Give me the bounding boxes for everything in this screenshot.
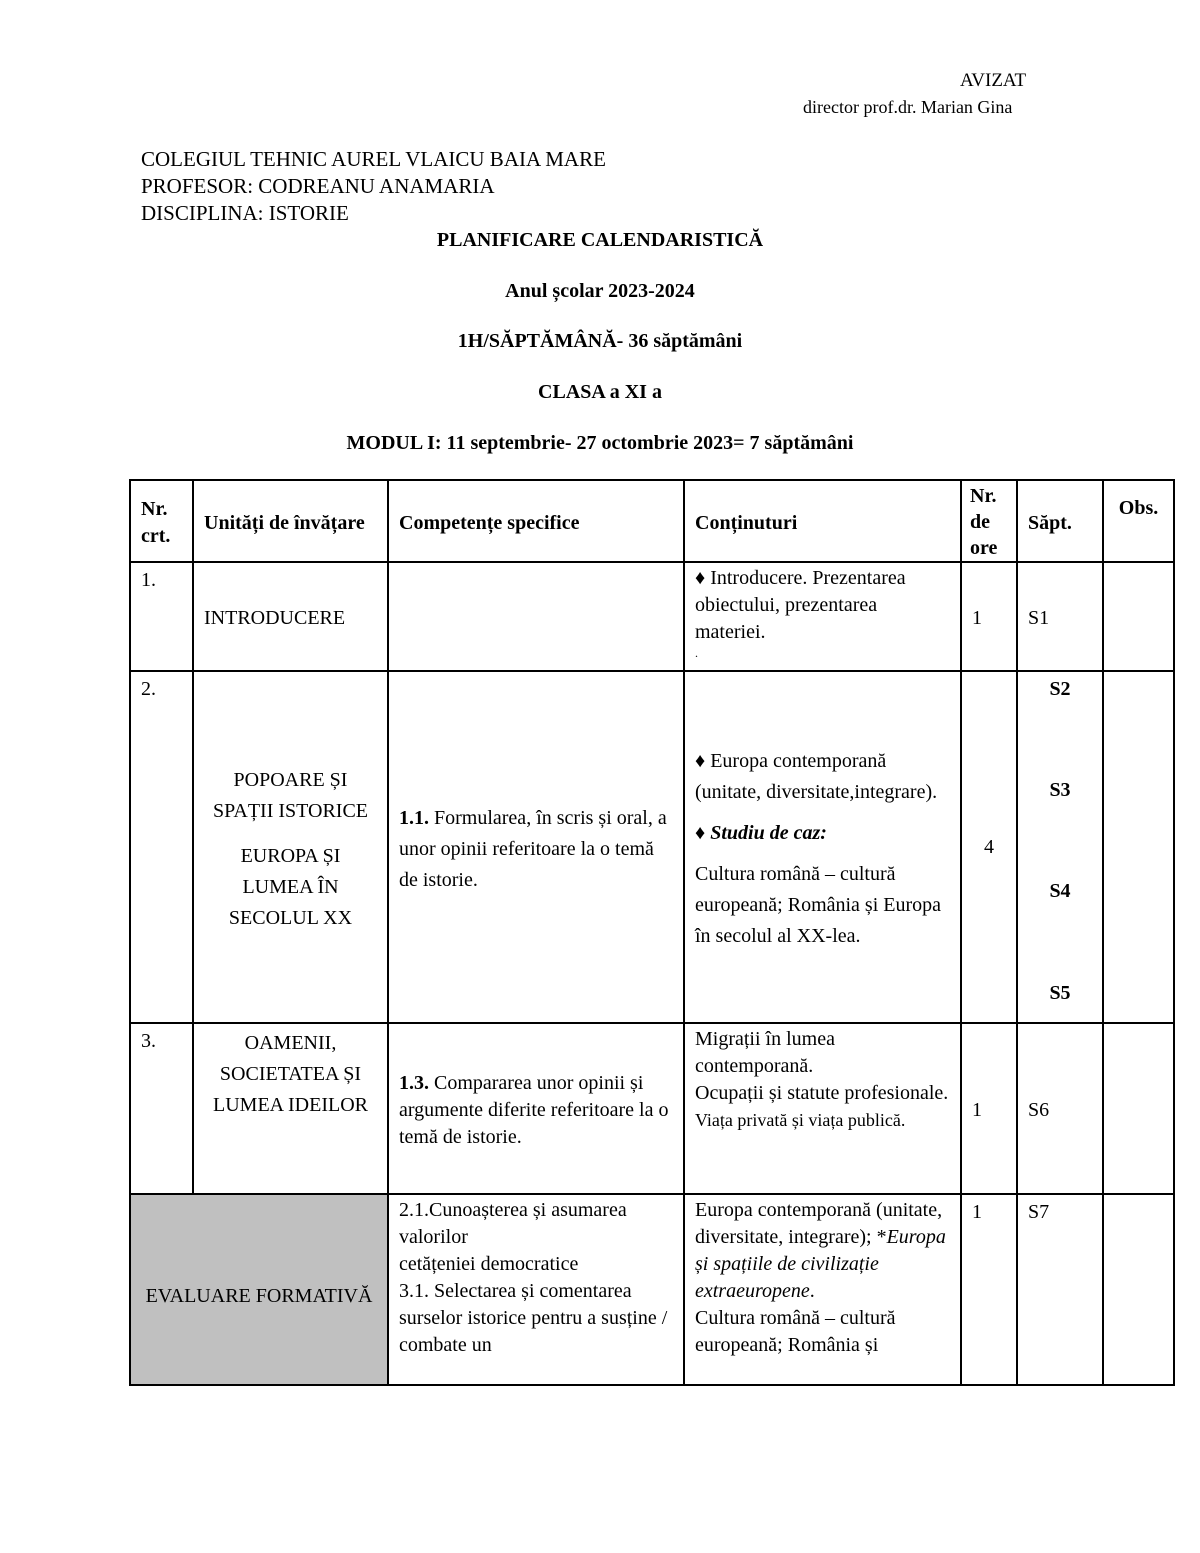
planning-table [129, 479, 1175, 1386]
table-header-row [130, 480, 1174, 562]
week-s2: S2 [1049, 678, 1071, 700]
school-year: Anul școlar 2023-2024 [505, 280, 695, 302]
row2-unit: POPOARE ȘI SPAȚII ISTORICE EUROPA ȘI LUMEA ÎN SECOLUL XX [193, 671, 388, 1023]
row4-continut: Europa contemporană (unitate, diversitate, integrare); *Europa și spațiile de civilizație extraeuropene. Cultura română – cultură europeană; România și [684, 1194, 961, 1385]
school-info-block [141, 146, 606, 227]
teacher-name: PROFESOR: CODREANU ANAMARIA [141, 174, 495, 198]
row2-ore: 4 [961, 671, 1017, 1023]
table-row [130, 1194, 1174, 1385]
document-title: PLANIFICARE CALENDARISTICĂ [436, 229, 764, 251]
row2-continut: ♦ Europa contemporană (unitate, diversitate,integrare). ♦ Studiu de caz: Cultura română – cultură europeană; România și Europa în secolul al XX-lea. [684, 671, 961, 1023]
row4-unit: EVALUARE FORMATIVĂ [130, 1194, 388, 1385]
week-s3: S3 [1049, 779, 1071, 801]
weekly-hours: 1H/SĂPTĂMÂNĂ- 36 săptămâni [457, 330, 743, 352]
row2-nr: 2. [130, 671, 193, 1023]
header-unitati: Unități de învățare [193, 480, 388, 562]
row3-unit: OAMENII, SOCIETATEA ȘI LUMEA IDEILOR [193, 1023, 388, 1194]
avizat-label: AVIZAT [960, 70, 1027, 91]
row1-ore: 1 [961, 562, 1017, 671]
row3-competente: 1.3. Compararea unor opinii și argumente diferite referitoare la o temă de istorie. [388, 1023, 684, 1194]
discipline-name: DISCIPLINA: ISTORIE [141, 201, 349, 225]
row4-obs [1103, 1194, 1174, 1385]
row3-obs [1103, 1023, 1174, 1194]
week-s4: S4 [1049, 880, 1071, 902]
row3-ore: 1 [961, 1023, 1017, 1194]
header-continuturi: Conținuturi [684, 480, 961, 562]
header-sapt: Săpt. [1017, 480, 1103, 562]
row1-continut: ♦ Introducere. Prezentarea obiectului, prezentarea materiei. . [684, 562, 961, 671]
row3-continut: Migrații în lumea contemporană. Ocupații și statute profesionale. Viața privată și viața publică. [684, 1023, 961, 1194]
row3-sapt: S6 [1017, 1023, 1103, 1194]
row2-competente: 1.1. Formularea, în scris și oral, a unor opinii referitoare la o temă de istorie. [388, 671, 684, 1023]
row1-obs [1103, 562, 1174, 671]
school-name: COLEGIUL TEHNIC AUREL VLAICU BAIA MARE [141, 147, 606, 171]
table-row [130, 1023, 1174, 1194]
row1-competente [388, 562, 684, 671]
row1-sapt: S1 [1017, 562, 1103, 671]
row4-ore: 1 [961, 1194, 1017, 1385]
week-s5: S5 [1049, 982, 1071, 1004]
row3-nr: 3. [130, 1023, 193, 1194]
header-nr: Nr. crt. [130, 480, 193, 562]
class-label: CLASA a XI a [538, 381, 662, 403]
module-label: MODUL I: 11 septembrie- 27 octombrie 2023= 7 săptămâni [346, 432, 854, 454]
header-competente: Competențe specifice [388, 480, 684, 562]
header-obs: Obs. [1103, 480, 1174, 562]
director-signature-line: director prof.dr. Marian Gina [803, 97, 1013, 117]
header-ore: Nr. de ore [961, 480, 1017, 562]
row2-obs [1103, 671, 1174, 1023]
row1-nr: 1. [130, 562, 193, 671]
row1-unit: INTRODUCERE [193, 562, 388, 671]
row4-sapt: S7 [1017, 1194, 1103, 1385]
table-row [130, 671, 1174, 1023]
table-row [130, 562, 1174, 671]
row4-competente: 2.1.Cunoașterea și asumarea valorilor cetățeniei democratice 3.1. Selectarea și comentarea surselor istorice pentru a susține / combate un [388, 1194, 684, 1385]
row2-sapt [1017, 671, 1103, 1023]
